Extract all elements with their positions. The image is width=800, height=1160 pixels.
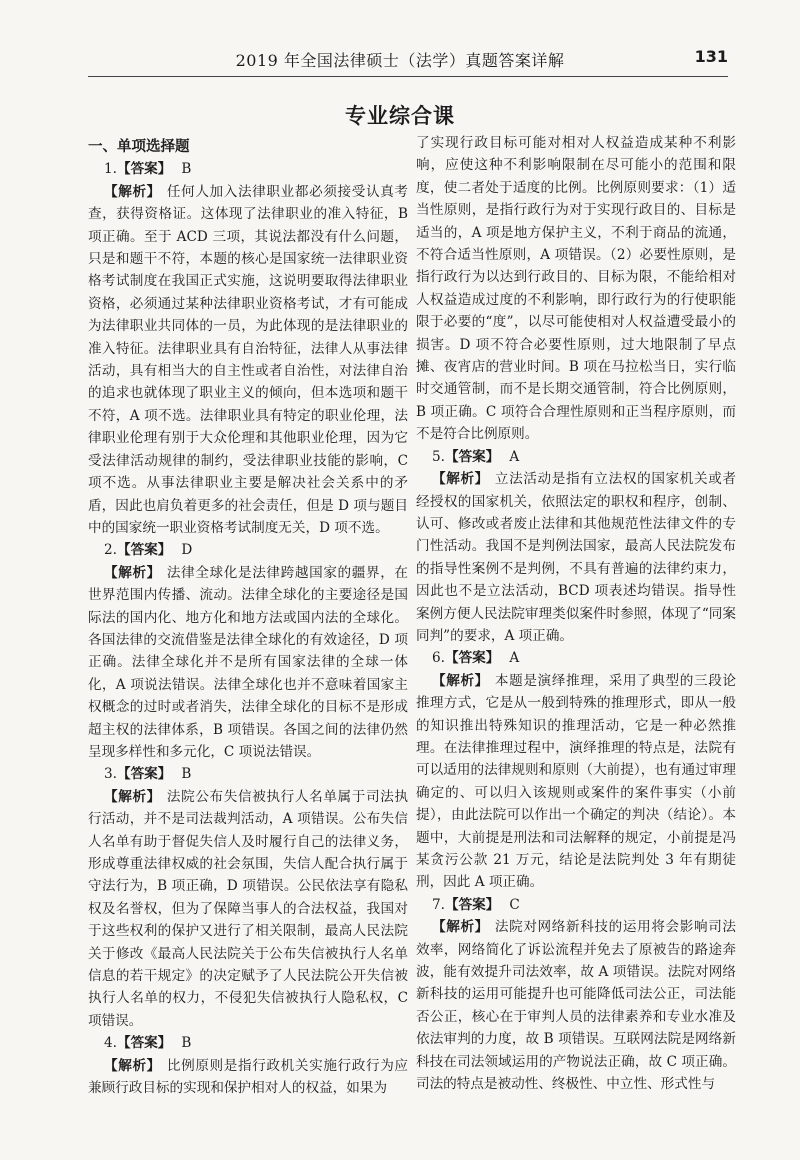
- page-number: 131: [694, 47, 728, 66]
- answer-line-6: [416, 647, 736, 669]
- explanation-text: 比例原则是指行政机关实施行政行为应兼顾行政目标的实现和保护相对人的权益，如果为: [88, 1057, 409, 1097]
- answer-label: 【答案】: [444, 650, 500, 667]
- answer-label: 【答案】: [116, 1035, 172, 1052]
- header-title: 2019 年全国法律硕士（法学）真题答案详解: [235, 51, 565, 70]
- answer-label: 【答案】: [116, 161, 172, 178]
- answer-value: A: [509, 448, 520, 465]
- answer-line-4: [88, 1032, 408, 1054]
- answer-label: 【答案】: [116, 766, 172, 783]
- explanation-4: [88, 1055, 408, 1100]
- explanation-text: 任何人加入法律职业都必须接受认真考查，获得资格证。这体现了法律职业的准入特征，B 项正确。至于 ACD 三项，其说法都没有什么问题，只是和题干不符，本题的核心是国家统一法律职业资格考试制度在我国正式实施，这说明要取得法律职业资格，必须通过某种法律职业资格考试，才有可能成为法律职业共同体的一员，为此体现的是法律职业的准入特征。法律职业具有自治特征，法律人从事法律活动，具有相当大的自主性或者自治性，对法律自治的追求也就体现了职业主义的倾向，但本选项和题干不符，A 项不选。法律职业具有特定的职业伦理，法律职业伦理有别于大众伦理和其他职业伦理，因为它受法律活动规律的制约，受法律职业技能的影响，C 项不选。从事法律职业主要是解决社会关系中的矛盾，因此也肩负着更多的社会责任，但是 D 项与题目中的国家统一职业资格考试制度无关，D 项不选。: [88, 183, 409, 536]
- explanation-label: 【解析】: [104, 1057, 161, 1074]
- explanation-text: 法律全球化是法律跨越国家的疆界，在世界范围内传播、流动。法律全球化的主要途径是国际法的国内化、地方化和地方法或国内法的全球化。各国法律的交流借鉴是法律全球化的有效途径，D 项正确。法律全球化并不是所有国家法律的全球一体化，A 项说法错误。法律全球化也并不意味着国家主权概念的过时或者消失，法律全球化的目标不是形成超主权的法律体系，B 项错误。各国之间的法律仍然呈现多样性和多元化，C 项说法错误。: [88, 564, 409, 760]
- explanation-label: 【解析】: [104, 183, 161, 200]
- explanation-text: 立法活动是指有立法权的国家机关或者经授权的国家机关，依照法定的职权和程序，创制、认可、修改或者废止法律和其他规范性法律文件的专门性活动。我国不是判例法国家，最高人民法院发布的指导性案例不是判例，不具有普遍的法律约束力，因此也不是立法活动，BCD 项表述均错误。指导性案例方便人民法院审理类似案件时参照，体现了“同案同判”的要求，A 项正确。: [416, 471, 737, 644]
- explanation-label: 【解析】: [432, 471, 489, 488]
- explanation-label: 【解析】: [104, 788, 161, 805]
- answer-line-7: [416, 894, 736, 916]
- explanation-text: 法院公布失信被执行人名单属于司法执行活动，并不是司法裁判活动，A 项错误。公布失信人名单有助于督促失信人及时履行自己的法律义务，形成尊重法律权威的社会氛围，失信人配合执行属于守法行为，B 项正确，D 项错误。公民依法享有隐私权及名誉权，但为了保障当事人的合法权益，我国对于这些权利的保护又进行了相关限制，最高人民法院关于修改《最高人民法院关于公布失信被执行人名单信息的若干规定》的决定赋予了人民法院公开失信被执行人名单的权力，不侵犯失信被执行人隐私权，C 项错误。: [88, 788, 409, 1029]
- section-title: 专业综合课: [345, 104, 455, 128]
- running-header: [0, 48, 800, 74]
- question-number: 4.: [104, 1035, 117, 1052]
- question-number: 7.: [432, 896, 445, 913]
- answer-value: C: [509, 896, 520, 913]
- explanation-label: 【解析】: [432, 672, 489, 689]
- explanation-7: [416, 916, 736, 1095]
- header-rule: [88, 76, 728, 77]
- answer-line-2: [88, 539, 408, 561]
- answer-label: 【答案】: [444, 896, 500, 913]
- explanation-3: [88, 786, 408, 1032]
- explanation-2: [88, 562, 408, 764]
- answer-line-5: [416, 446, 736, 468]
- answer-value: B: [181, 766, 192, 783]
- explanation-label: 【解析】: [432, 919, 489, 936]
- question-number: 6.: [432, 650, 445, 667]
- question-number: 2.: [104, 542, 117, 559]
- answer-value: D: [181, 542, 193, 559]
- explanation-4-continued: 了实现行政目标可能对相对人权益造成某种不利影响，应使这种不利影响限制在尽可能小的范围和限度，使二者处于适度的比例。比例原则要求：（1）适当性原则，是指行政行为对于实现行政目的、目标是适当的，A 项是地方保护主义，不利于商品的流通，不符合适当性原则，A 项错误。（2）必要性原则，是指行政行为以达到行政目的、目标为限，不能给相对人权益造成过度的不利影响，即行政行为的行使职能限于必要的“度”，以尽可能使相对人权益遭受最小的损害。D 项不符合必要性原则，过大地限制了早点摊、夜宵店的营业时间。B 项在马拉松当日，实行临时交通管制，而不是长期交通管制，符合比例原则，B 项正确。C 项符合合理性原则和正当程序原则，而不是符合比例原则。: [416, 135, 736, 443]
- answer-value: A: [509, 650, 520, 667]
- subsection-heading: 一、单项选择题: [88, 139, 190, 155]
- answer-value: B: [181, 1035, 192, 1052]
- explanation-text: 法院对网络新科技的运用将会影响司法效率，网络简化了诉讼流程并免去了原被告的路途奔波，能有效提升司法效率，故 A 项错误。法院对网络新科技的运用可能提升也可能降低司法公正，司法能否公正，核心在于审判人员的法律素养和专业水准及依法审判的力度，故 B 项错误。互联网法院是网络新科技在司法领域运用的产物说法正确，故 C 项正确。司法的特点是被动性、终极性、中立性、形式性与: [416, 919, 737, 1093]
- explanation-6: [416, 670, 736, 894]
- answer-value: B: [181, 161, 192, 178]
- right-column: [416, 132, 736, 1095]
- explanation-text: 本题是演绎推理，采用了典型的三段论推理方式，它是从一般到特殊的推理形式，即从一般的知识推出特殊知识的推理活动，它是一种必然推理。在法律推理过程中，演绎推理的特点是，法院有可以适用的法律规则和原则（大前提），也有通过审理确定的、可以归入该规则或案件的案件事实（小前提），由此法院可以作出一个确定的判决（结论）。本题中，大前提是刑法和司法解释的规定，小前提是冯某贪污公款 21 万元，结论是法院判处 3 年有期徒刑，因此 A 项正确。: [416, 672, 737, 891]
- explanation-5: [416, 468, 736, 647]
- question-number: 3.: [104, 766, 117, 783]
- answer-line-3: [88, 763, 408, 785]
- left-column: [88, 136, 408, 1099]
- question-number: 1.: [104, 161, 117, 178]
- answer-label: 【答案】: [116, 542, 172, 559]
- answer-label: 【答案】: [444, 448, 500, 465]
- answer-line-1: [88, 158, 408, 180]
- explanation-label: 【解析】: [104, 564, 161, 581]
- question-number: 5.: [432, 448, 445, 465]
- explanation-1: [88, 181, 408, 540]
